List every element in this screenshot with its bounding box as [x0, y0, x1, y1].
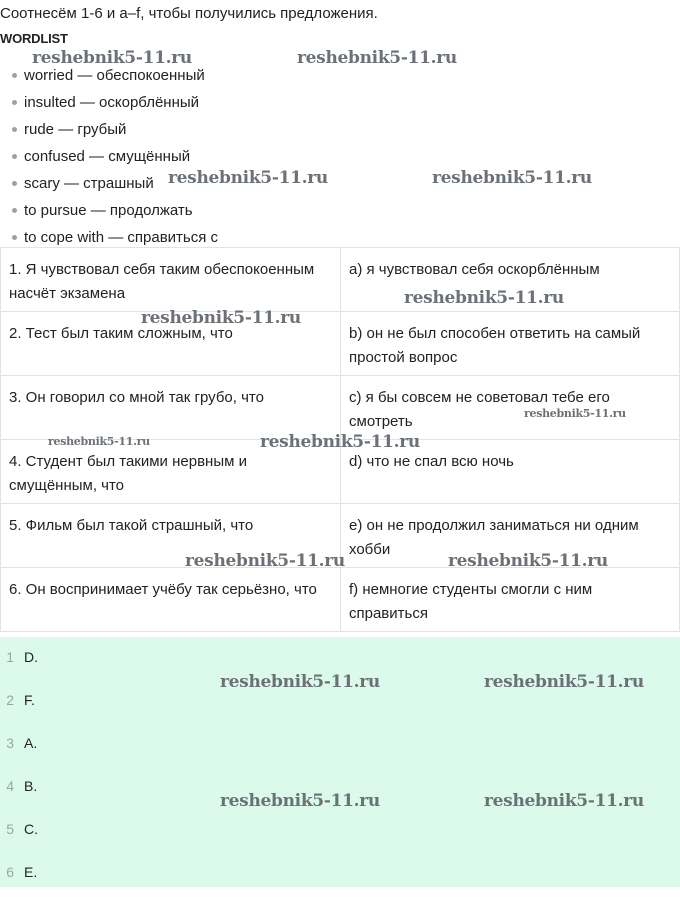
table-cell-right: f) немногие студенты смогли с ним справиться — [341, 568, 680, 632]
wordlist — [12, 62, 218, 251]
watermark-text: reshebnik5-11.ru — [484, 672, 644, 692]
bullet-icon — [12, 73, 17, 78]
bullet-icon — [12, 127, 17, 132]
wordlist-item: insulted — оскорблённый — [12, 89, 218, 116]
table-row — [1, 248, 680, 312]
answer-number: 1 — [6, 649, 14, 665]
wordlist-item: to pursue — продолжать — [12, 197, 218, 224]
wordlist-item: worried — обеспокоенный — [12, 62, 218, 89]
answer-number: 5 — [6, 821, 14, 837]
watermark-text: reshebnik5-11.ru — [260, 432, 420, 452]
watermark-text: reshebnik5-11.ru — [220, 791, 380, 811]
answer-item — [0, 817, 38, 841]
answer-value: F. — [24, 692, 35, 708]
answer-number: 3 — [6, 735, 14, 751]
table-cell-right: a) я чувствовал себя оскорблённым — [341, 248, 680, 312]
table-cell-right: d) что не спал всю ночь — [341, 440, 680, 504]
answer-value: B. — [24, 778, 38, 794]
table-cell-left: 3. Он говорил со мной так грубо, что — [1, 376, 341, 440]
answer-number: 2 — [6, 692, 14, 708]
table-cell-left: 4. Студент был такими нервным и смущённым, что — [1, 440, 341, 504]
bullet-icon — [12, 154, 17, 159]
bullet-icon — [12, 100, 17, 105]
wordlist-item: to cope with — справиться с — [12, 224, 218, 251]
watermark-text: reshebnik5-11.ru — [524, 407, 626, 420]
table-cell-right: e) он не продолжил заниматься ни одним хобби — [341, 504, 680, 568]
wordlist-title: WORDLIST — [0, 31, 68, 46]
answer-value: A. — [24, 735, 38, 751]
watermark-text: reshebnik5-11.ru — [220, 672, 380, 692]
table-cell-left: 6. Он воспринимает учёбу так серьёзно, что — [1, 568, 341, 632]
answer-item — [0, 731, 37, 755]
answer-number: 6 — [6, 864, 14, 880]
watermark-text: reshebnik5-11.ru — [141, 308, 301, 328]
watermark-text: reshebnik5-11.ru — [432, 168, 592, 188]
bullet-icon — [12, 181, 17, 186]
wordlist-item: rude — грубый — [12, 116, 218, 143]
task-instruction: Соотнесём 1-6 и a–f, чтобы получились предложения. — [0, 5, 378, 22]
answer-item — [0, 860, 37, 884]
table-row — [1, 312, 680, 376]
bullet-icon — [12, 208, 17, 213]
watermark-text: reshebnik5-11.ru — [448, 551, 608, 571]
answer-item — [0, 645, 38, 669]
table-cell-left: 1. Я чувствовал себя таким обеспокоенным насчёт экзамена — [1, 248, 341, 312]
answer-item — [0, 688, 35, 712]
wordlist-item: confused — смущённый — [12, 143, 218, 170]
watermark-text: reshebnik5-11.ru — [185, 551, 345, 571]
watermark-text: reshebnik5-11.ru — [484, 791, 644, 811]
answer-value: E. — [24, 864, 38, 880]
answer-value: C. — [24, 821, 38, 837]
table-cell-right: b) он не был способен ответить на самый простой вопрос — [341, 312, 680, 376]
answer-number: 4 — [6, 778, 14, 794]
wordlist-item: scary — страшный — [12, 170, 218, 197]
table-row — [1, 568, 680, 632]
watermark-text: reshebnik5-11.ru — [404, 288, 564, 308]
watermark-text: reshebnik5-11.ru — [48, 435, 150, 448]
watermark-text: reshebnik5-11.ru — [297, 48, 457, 68]
watermark-text: reshebnik5-11.ru — [168, 168, 328, 188]
table-cell-left: 5. Фильм был такой страшный, что — [1, 504, 341, 568]
answer-item — [0, 774, 37, 798]
table-cell-left: 2. Тест был таким сложным, что — [1, 312, 341, 376]
table-cell-right: c) я бы совсем не советовал тебе его смотреть — [341, 376, 680, 440]
bullet-icon — [12, 235, 17, 240]
answer-value: D. — [24, 649, 38, 665]
watermark-text: reshebnik5-11.ru — [32, 48, 192, 68]
